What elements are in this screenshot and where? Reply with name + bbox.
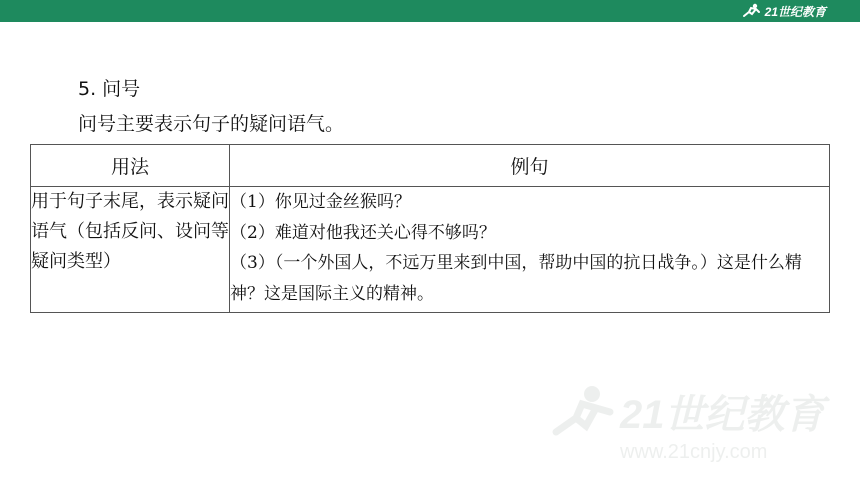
examples-cell [230,187,830,313]
table-header-row [31,145,830,187]
brand-logo [740,2,826,20]
example-sentence-2: （2）难道对他我还关心得不够吗？ [230,222,496,243]
section-intro: 问号主要表示句子的疑问语气。 [78,113,345,135]
example-sentence-1: （1）你见过金丝猴吗？ [230,192,411,212]
column-header-usage: 用法 [31,145,230,187]
usage-description: 用于句子末尾，表示疑问语气（包括反问、设问等疑问类型） [31,187,230,313]
column-header-examples: 例句 [230,145,830,187]
logo-text: 21世纪教育 [764,4,826,19]
watermark-text: 21世纪教育 [620,393,825,437]
watermark-url: www.21cnjy.com [620,441,768,463]
watermark-runner-icon [556,386,610,432]
section-heading: 5. 问号 [78,78,141,100]
table-row [31,187,830,313]
usage-table [30,144,830,313]
runner-logo-icon [740,3,762,19]
watermark-logo [550,380,840,470]
top-banner [0,0,860,22]
example-sentence-3: （3）（一个外国人，不远万里来到中国，帮助中国的抗日战争。）这是什么精神？这是国际主义的精神。 [230,253,802,304]
